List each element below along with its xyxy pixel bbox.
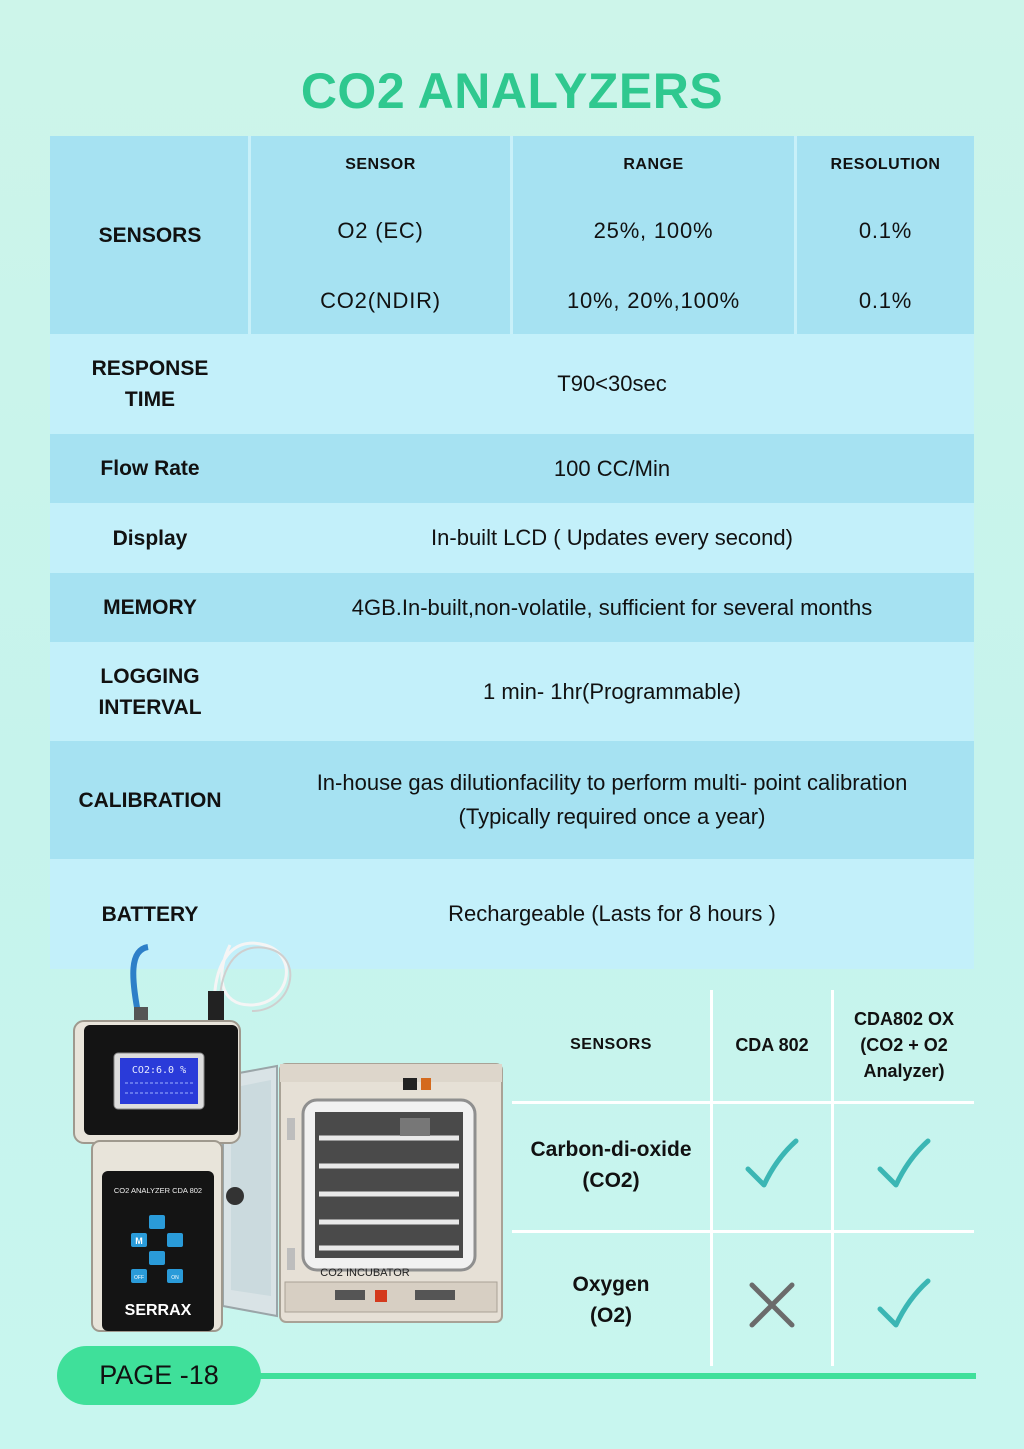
divider	[512, 1230, 974, 1233]
comparison-row-label: Oxygen (O2)	[572, 1273, 650, 1327]
response-time-label: RESPONSE TIME	[91, 357, 209, 411]
resolution-cell: 0.1%	[858, 288, 913, 313]
sensor-cell: CO2(NDIR)	[320, 288, 441, 313]
check-icon	[713, 1120, 831, 1210]
check-icon	[834, 1120, 974, 1210]
flow-rate-value: 100 CC/Min	[553, 455, 671, 481]
divider	[512, 1101, 974, 1104]
range-cell: 25%, 100%	[593, 218, 714, 243]
sensor-cell: O2 (EC)	[337, 218, 424, 243]
comparison-header-sensors: SENSORS	[570, 1036, 652, 1053]
sensor-header: SENSOR	[345, 156, 416, 173]
incubator-label: CO2 INCUBATOR	[320, 1267, 410, 1279]
comparison-header-cda802: CDA 802	[735, 1035, 809, 1055]
battery-label: BATTERY	[101, 902, 199, 926]
page-number: PAGE -18	[57, 1346, 261, 1405]
comparison-header-cda802ox: CDA802 OX (CO2 + O2 Analyzer)	[853, 1009, 955, 1081]
resolution-header: RESOLUTION	[830, 156, 941, 173]
memory-row	[50, 573, 974, 642]
logging-interval-label: LOGGING INTERVAL	[98, 664, 202, 719]
logging-interval-row	[50, 642, 974, 741]
resolution-cell: 0.1%	[858, 218, 913, 243]
response-time-row	[50, 334, 974, 434]
sensors-label: SENSORS	[98, 223, 202, 247]
key-off: OFF	[134, 1275, 144, 1281]
key-m: M	[135, 1236, 143, 1246]
memory-value: 4GB.In-built,non-volatile, sufficient for several months	[351, 594, 873, 620]
comparison-row-label: Carbon-di-oxide (CO2)	[530, 1138, 692, 1192]
key-on: ON	[171, 1275, 179, 1281]
brand-logo: SERRAX	[124, 1302, 192, 1319]
sensors-block	[50, 136, 974, 334]
display-value: In-built LCD ( Updates every second)	[431, 525, 793, 550]
display-label: Display	[112, 526, 188, 550]
check-icon	[834, 1260, 974, 1350]
spec-table	[50, 136, 974, 969]
calibration-value: In-house gas dilutionfacility to perform multi- point calibration (Typically required once a year)	[316, 770, 908, 829]
footer-line	[250, 1373, 976, 1379]
flow-rate-row	[50, 434, 974, 503]
analyzer-image	[70, 925, 320, 1345]
range-cell: 10%, 20%,100%	[566, 288, 741, 313]
calibration-row	[50, 741, 974, 859]
response-time-value: T90<30sec	[557, 371, 667, 396]
range-header: RANGE	[623, 156, 684, 173]
memory-label: MEMORY	[103, 596, 197, 619]
cross-icon	[713, 1260, 831, 1350]
logging-interval-value: 1 min- 1hr(Programmable)	[483, 678, 741, 704]
flow-rate-label: Flow Rate	[100, 457, 200, 480]
battery-value: Rechargeable (Lasts for 8 hours )	[448, 901, 776, 926]
calibration-label: CALIBRATION	[78, 788, 222, 812]
page-title: CO2 ANALYZERS	[300, 63, 724, 119]
comparison-table	[512, 990, 974, 1366]
analyzer-label: CO2 ANALYZER CDA 802	[113, 1186, 203, 1195]
display-row	[50, 503, 974, 573]
lcd-reading: CO2:6.0 %	[131, 1065, 187, 1076]
